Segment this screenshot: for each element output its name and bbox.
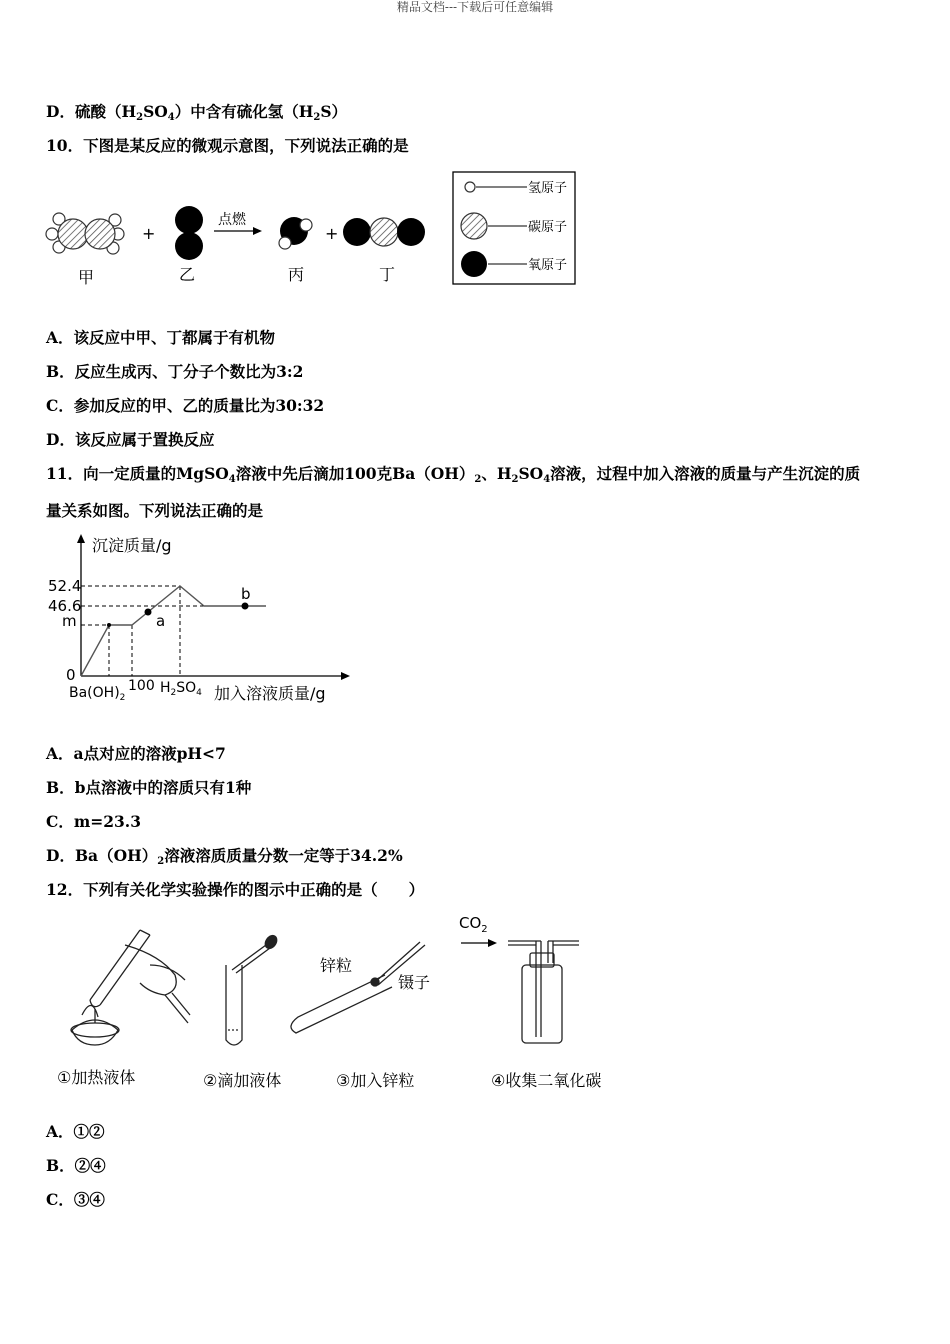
y-tick-52-4: 52.4 [48,577,82,595]
plus-sign: + [142,224,156,243]
q11-stem-text-4: SO [518,464,544,483]
q10-option-b[interactable]: B．反应生成丙、丁分子个数比为3:2 [46,362,304,381]
q12-option-a[interactable]: A．①② [46,1122,105,1141]
label-tweezers: 镊子 [398,973,431,992]
q9-option-d-sub-2: 4 [167,112,175,123]
x-label-baoh2: $Ba(OH)_2$ [69,685,126,703]
label-jia: 甲 [78,268,95,287]
q11-stem-line2: 量关系如图。下列说法正确的是 [46,501,264,520]
point-a [145,609,152,616]
molecule-bing [279,217,312,249]
plus-sign-2: + [325,224,339,243]
q11-stem-sub-3: 2 [511,474,519,485]
point-b [242,603,249,610]
caption-dropping-liquid: ②滴加液体 [203,1071,282,1090]
collecting-co2-illustration [508,941,579,1043]
oxygen-atom-symbol [461,251,487,277]
co2-arrow-head [488,939,497,947]
x-label-h2so4: $H_2SO_4$ [160,680,202,698]
q11-option-d-sub: 2 [157,856,165,867]
x-axis-label: 加入溶液质量/g [214,684,326,703]
q11-stem-text-5: 溶液，过程中加入溶液的质量与产生沉淀的质 [550,464,861,483]
caption-heating-liquid: ①加热液体 [57,1068,136,1087]
q11-stem-sub-1: 4 [228,474,236,485]
label-zinc: 锌粒 [320,956,353,975]
atom-legend [453,172,575,284]
q10-option-a[interactable]: A．该反应中甲、丁都属于有机物 [46,328,276,347]
molecule-yi [175,206,203,260]
arrow-label-ignite: 点燃 [218,212,246,228]
molecule-ding [343,218,425,246]
q9-option-d[interactable] [46,102,347,128]
y-tick-m: m [62,612,77,630]
label-bing: 丙 [288,265,305,284]
q11-option-d-text-1: D．Ba（OH） [46,846,158,865]
reaction-arrow-head [253,227,262,235]
legend-hydrogen: 氢原子 [528,181,568,196]
q11-stem-text-3: 、H [481,464,512,483]
label-ding: 丁 [379,265,396,284]
molecule-jia [46,213,124,254]
y-axis-label: 沉淀质量/g [92,536,172,555]
q12-option-c[interactable]: C．③④ [46,1190,105,1209]
q11-option-d-text-2: 溶液溶质质量分数一定等于34.2% [164,846,403,865]
q11-option-d[interactable] [46,846,403,872]
y-axis-arrow [77,534,85,543]
label-a: a [156,612,166,630]
q12-option-b[interactable]: B．②④ [46,1156,106,1175]
q12-lab-diagrams [0,905,640,1095]
q11-stem-line1 [46,464,860,490]
q11-stem-text-2: 溶液中先后滴加100克Ba（OH） [235,464,475,483]
q9-option-d-text-3: ）中含有硫化氢（H [174,102,314,121]
q11-option-b[interactable]: B．b点溶液中的溶质只有1种 [46,778,252,797]
q9-option-d-sub-1: 2 [136,112,144,123]
x-label-100: 100 [128,678,155,694]
y-tick-0: 0 [66,666,76,684]
page-header: 精品文档---下载后可任意编辑 [396,0,554,14]
q9-option-d-text-4: S） [320,102,348,121]
q10-stem: 10．下图是某反应的微观示意图，下列说法正确的是 [46,136,409,155]
q9-option-d-text-2: SO [143,102,168,121]
caption-adding-zinc: ③加入锌粒 [336,1071,415,1090]
carbon-atom-symbol [461,213,487,239]
heating-liquid-illustration [71,930,190,1045]
q10-option-c[interactable]: C．参加反应的甲、乙的质量比为30:32 [46,396,325,415]
q9-option-d-text-1: D．硫酸（H [46,102,137,121]
q11-precipitate-graph [44,530,364,710]
legend-oxygen: 氧原子 [528,258,568,273]
caption-collecting-co2: ④收集二氧化碳 [491,1071,602,1090]
q11-stem-text-1: 11．向一定质量的MgSO [46,464,229,483]
label-co2: $CO_2$ [459,914,488,935]
q12-stem: 12．下列有关化学实验操作的图示中正确的是（ ） [46,880,425,899]
q10-option-d[interactable]: D．该反应属于置换反应 [46,430,215,449]
q11-stem-sub-2: 2 [474,474,482,485]
x-axis-arrow [341,672,350,680]
label-yi: 乙 [179,265,196,284]
dropping-liquid-illustration [226,933,279,1045]
hydrogen-atom-symbol [465,182,475,192]
y-tick-46-6: 46.6 [48,597,82,615]
q9-option-d-sub-3: 2 [313,112,321,123]
q11-option-a[interactable]: A．a点对应的溶液pH<7 [46,744,226,763]
q11-option-c[interactable]: C．m=23.3 [46,812,141,831]
q11-stem-sub-4: 4 [543,474,551,485]
legend-carbon: 碳原子 [528,220,568,235]
label-b: b [241,585,251,603]
q10-reaction-diagram [0,170,600,300]
